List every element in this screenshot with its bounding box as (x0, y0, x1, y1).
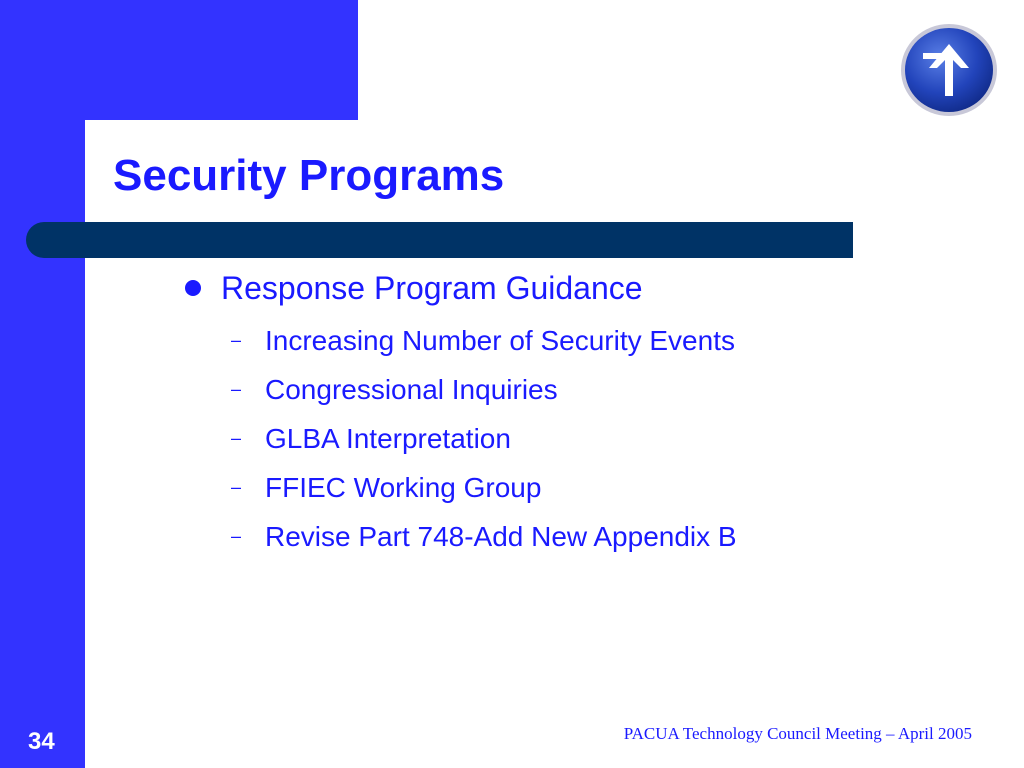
sub-bullet-list (185, 316, 737, 561)
slide-title: Security Programs (113, 151, 505, 200)
sub-bullet (231, 463, 737, 512)
footer-text: PACUA Technology Council Meeting – April 2005 (623, 724, 972, 743)
dash-icon: – (231, 428, 242, 448)
sub-bullet (231, 316, 737, 365)
sub-bullet-text: Increasing Number of Security Events (265, 324, 735, 356)
sub-bullet-text: Revise Part 748-Add New Appendix B (265, 520, 737, 552)
sub-bullet-text: FFIEC Working Group (265, 471, 542, 503)
dash-icon: – (231, 379, 242, 399)
dash-icon: – (231, 477, 242, 497)
slide-number: 34 (28, 728, 55, 755)
sub-bullet (231, 512, 737, 561)
bullet-content (185, 266, 737, 561)
sub-bullet-text: GLBA Interpretation (265, 422, 511, 454)
sub-bullet (231, 414, 737, 463)
main-bullet (185, 266, 737, 310)
sub-bullet-text: Congressional Inquiries (265, 373, 558, 405)
top-accent-block (0, 0, 358, 120)
sub-bullet (231, 365, 737, 414)
main-bullet-text: Response Program Guidance (221, 269, 643, 306)
bullet-dot-icon (185, 280, 201, 296)
up-arrow-logo-icon (899, 22, 999, 118)
dash-icon: – (231, 526, 242, 546)
title-divider-bar (26, 222, 853, 258)
dash-icon: – (231, 330, 242, 350)
